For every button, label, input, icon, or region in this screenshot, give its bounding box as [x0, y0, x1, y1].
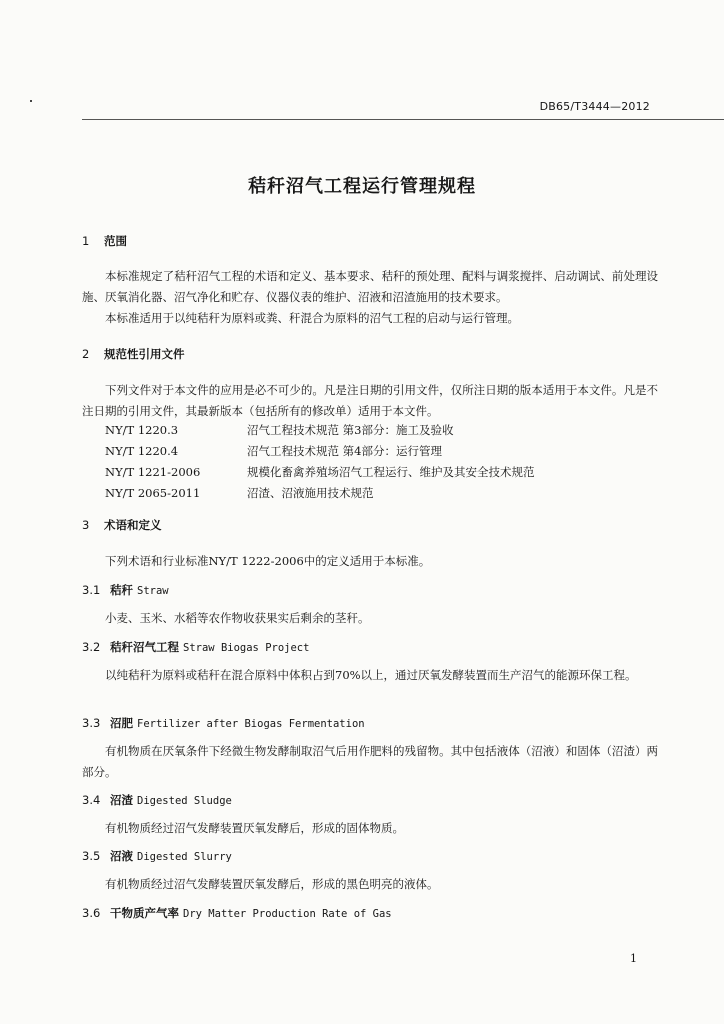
term-chinese: 秸秆	[110, 583, 133, 597]
term-number: 3.1	[82, 583, 101, 597]
standard-code: DB65/T3444—2012	[539, 100, 650, 113]
reference-title: 沼渣、沼液施用技术规范	[247, 486, 374, 500]
reference-item	[82, 420, 658, 441]
reference-code: NY/T 2065-2011	[105, 486, 201, 500]
header-rule	[82, 119, 724, 120]
term-heading	[82, 903, 658, 925]
section-number: 1	[82, 234, 90, 248]
reference-code: NY/T 1220.3	[105, 423, 179, 437]
section-title: 术语和定义	[104, 518, 162, 532]
term-english: Dry Matter Production Rate of Gas	[183, 908, 392, 920]
section-title: 范围	[104, 234, 127, 248]
section-1-heading	[82, 231, 658, 252]
term-english: Straw	[137, 585, 169, 597]
term-definition: 小麦、玉米、水稻等农作物收获果实后剩余的茎秆。	[105, 611, 370, 625]
term-chinese: 沼渣	[110, 793, 133, 807]
section-1-paragraph-2: 本标准适用于以纯秸秆为原料或粪、秆混合为原料的沼气工程的启动与运行管理。	[105, 311, 519, 325]
section-1-paragraph-1: 本标准规定了秸秆沼气工程的术语和定义、基本要求、秸秆的预处理、配料与调浆搅拌、启动调试、前处理设施、厌氧消化器、沼气净化和贮存、仪器仪表的维护、沼液和沼渣施用的技术要求。	[82, 269, 658, 304]
term-english: Fertilizer after Biogas Fermentation	[137, 718, 365, 730]
section-3-paragraph-1: 下列术语和行业标准NY/T 1222-2006中的定义适用于本标准。	[105, 554, 431, 568]
term-number: 3.5	[82, 849, 101, 863]
reference-title: 规模化畜禽养殖场沼气工程运行、维护及其安全技术规范	[247, 465, 535, 479]
term-heading	[82, 637, 658, 659]
section-title: 规范性引用文件	[104, 347, 185, 361]
section-number: 2	[82, 347, 90, 361]
term-chinese: 沼肥	[110, 716, 133, 730]
term-number: 3.3	[82, 716, 101, 730]
section-3-heading	[82, 515, 658, 536]
section-2-heading	[82, 344, 658, 365]
term-heading	[82, 713, 658, 735]
scan-speck	[30, 100, 32, 102]
term-chinese: 沼液	[110, 849, 133, 863]
term-heading	[82, 846, 658, 868]
term-chinese: 干物质产气率	[110, 906, 179, 920]
term-english: Straw Biogas Project	[183, 642, 310, 654]
document-title: 秸秆沼气工程运行管理规程	[248, 176, 476, 197]
reference-item	[82, 483, 658, 504]
term-number: 3.6	[82, 906, 101, 920]
section-number: 3	[82, 518, 90, 532]
reference-title: 沼气工程技术规范 第3部分：施工及验收	[247, 423, 454, 437]
term-definition: 有机物质经过沼气发酵装置厌氧发酵后，形成的固体物质。	[105, 821, 404, 835]
term-heading	[82, 580, 658, 602]
reference-code: NY/T 1220.4	[105, 444, 179, 458]
reference-title: 沼气工程技术规范 第4部分：运行管理	[247, 444, 442, 458]
reference-item	[82, 441, 658, 462]
reference-code: NY/T 1221-2006	[105, 465, 201, 479]
term-chinese: 秸秆沼气工程	[110, 640, 179, 654]
term-english: Digested Sludge	[137, 795, 232, 807]
term-definition: 有机物质经过沼气发酵装置厌氧发酵后，形成的黑色明亮的液体。	[105, 877, 439, 891]
reference-item	[82, 462, 658, 483]
term-definition: 以纯秸秆为原料或秸秆在混合原料中体积占到70%以上，通过厌氧发酵装置而生产沼气的能源环保工程。	[105, 668, 637, 682]
term-english: Digested Slurry	[137, 851, 232, 863]
term-definition: 有机物质在厌氧条件下经微生物发酵制取沼气后用作肥料的残留物。其中包括液体（沼液）和固体（沼渣）两部分。	[82, 744, 658, 779]
section-2-paragraph-1: 下列文件对于本文件的应用是必不可少的。凡是注日期的引用文件，仅所注日期的版本适用于本文件。凡是不注日期的引用文件，其最新版本（包括所有的修改单）适用于本文件。	[82, 383, 658, 418]
term-number: 3.4	[82, 793, 101, 807]
term-number: 3.2	[82, 640, 101, 654]
term-heading	[82, 790, 658, 812]
page-number: 1	[630, 952, 637, 965]
reference-list	[82, 420, 658, 504]
